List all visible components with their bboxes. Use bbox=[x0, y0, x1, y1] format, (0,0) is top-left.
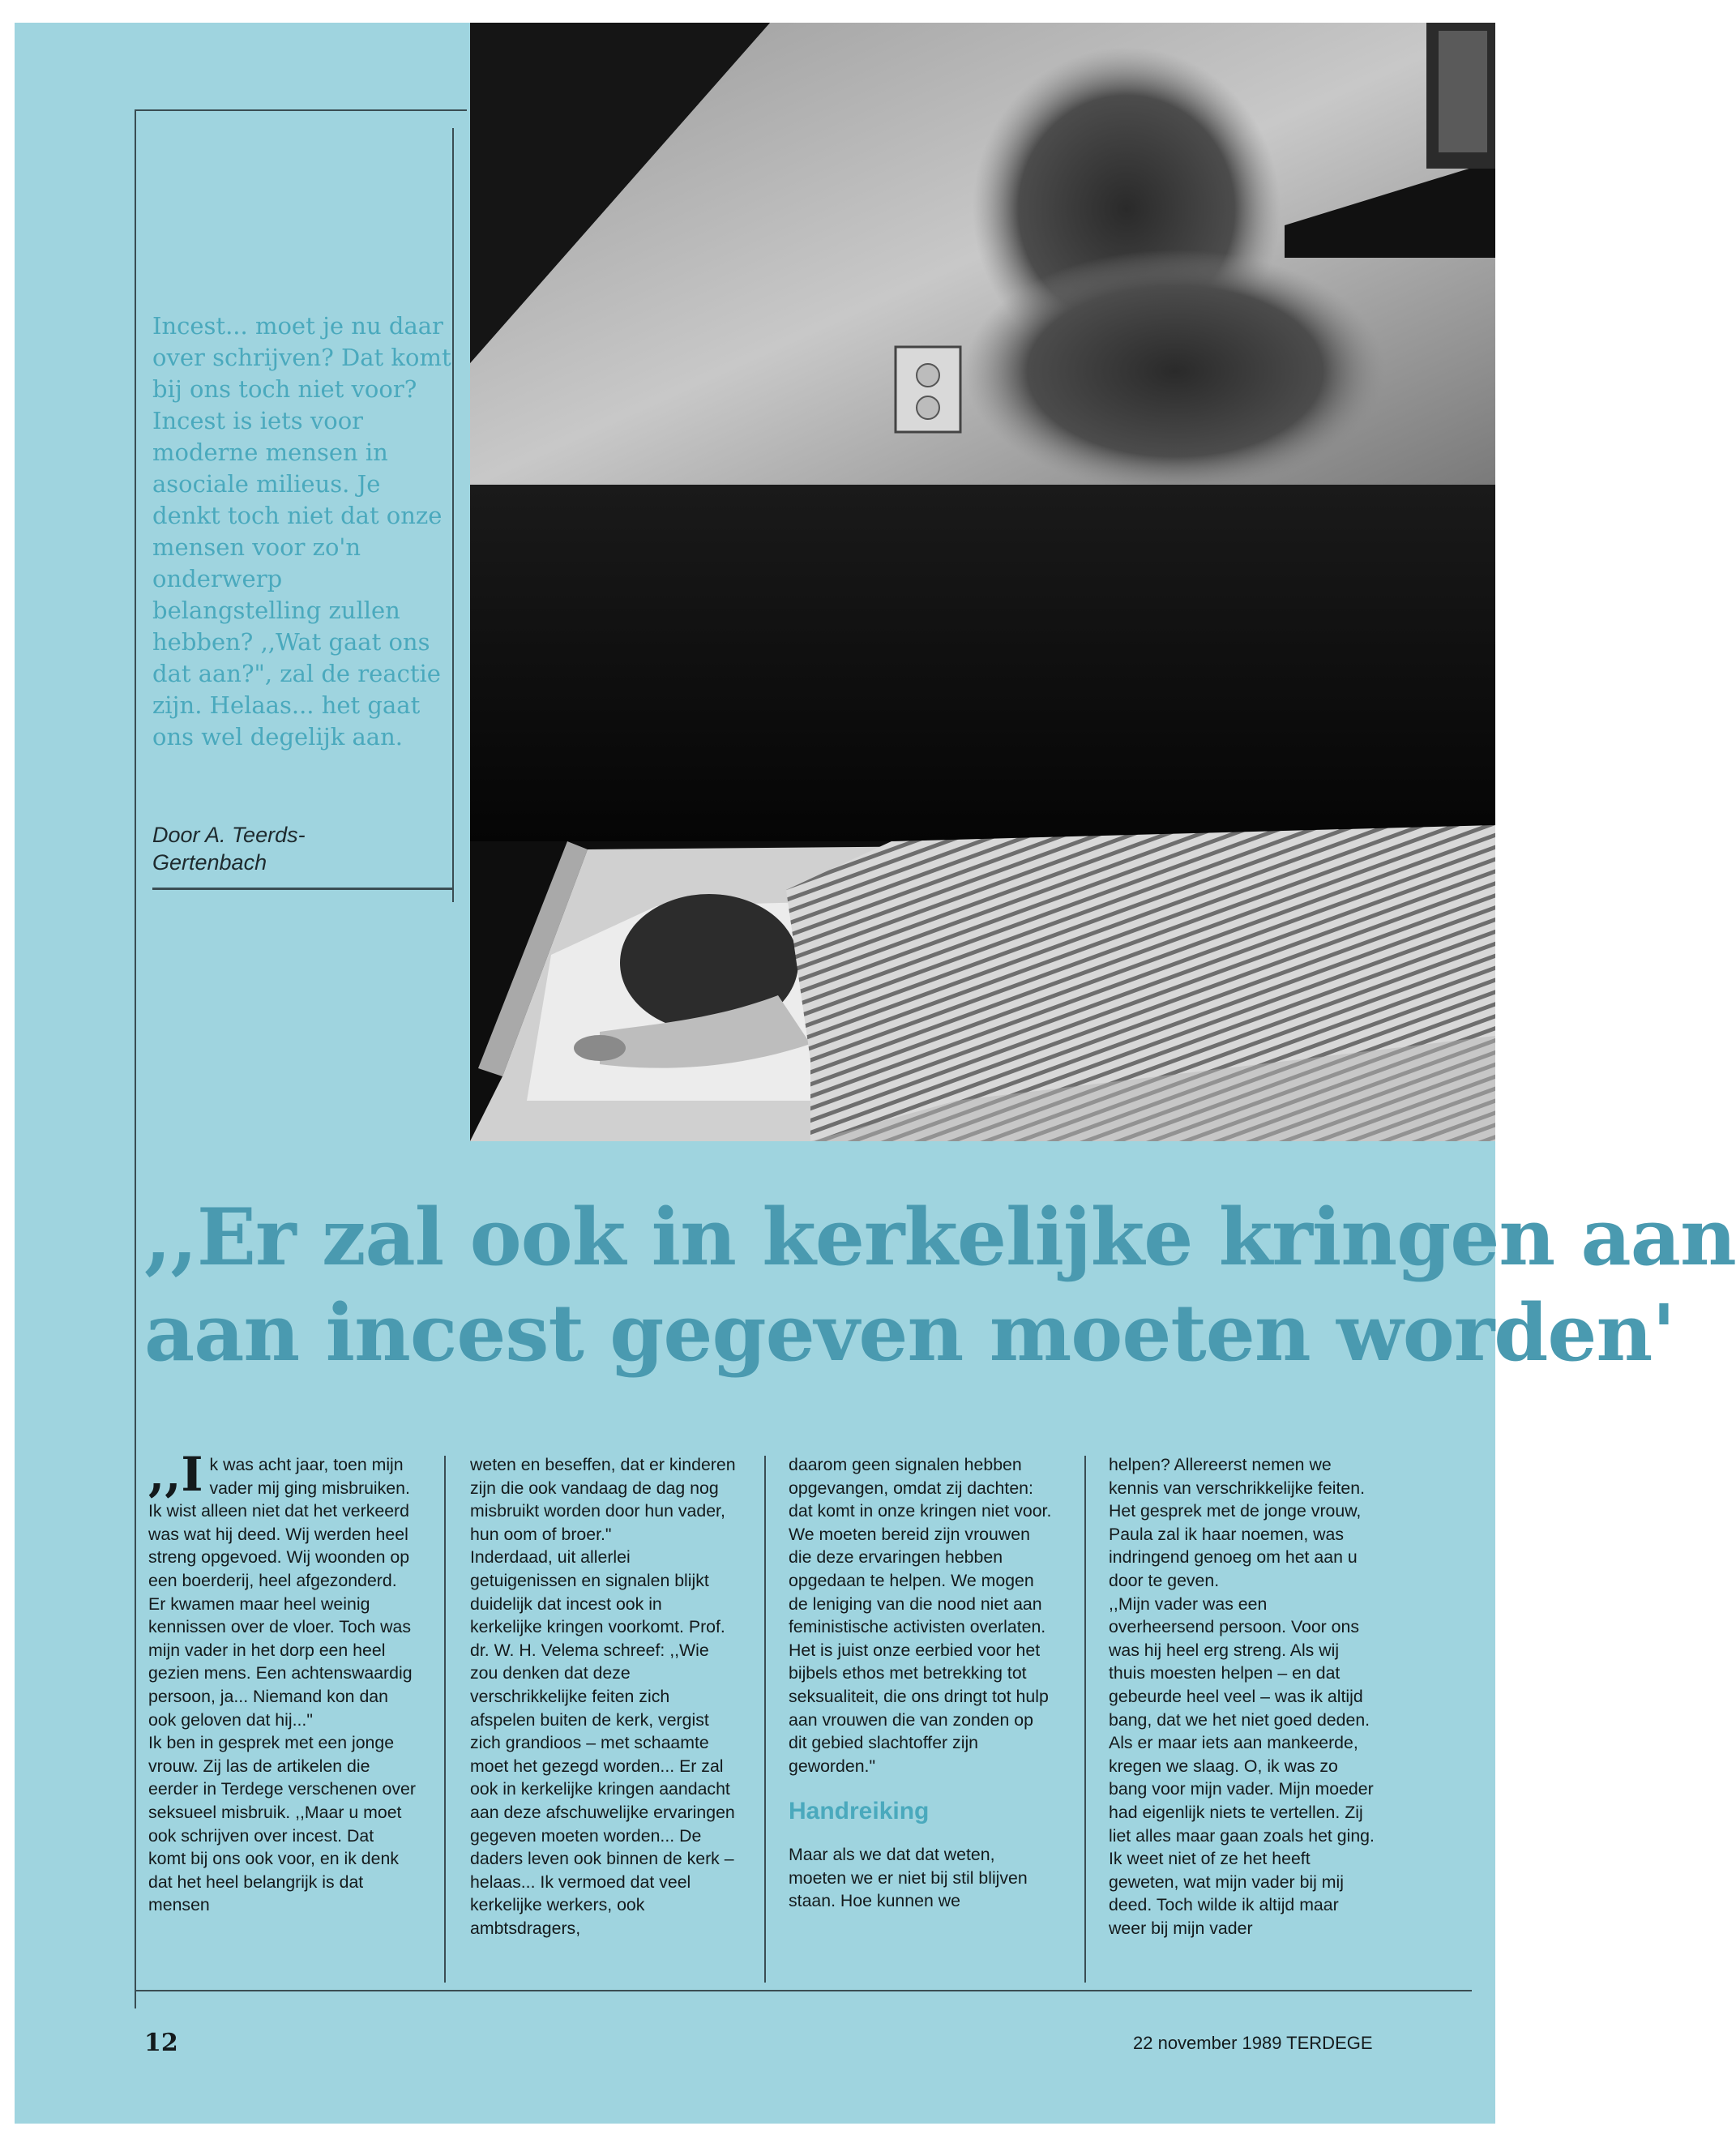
col1-paragraph-2: Ik ben in gesprek met een jonge vrouw. Zij las de artikelen die eerder in Terdege verschenen over seksueel misbruik. ,,Maar u moet ook schrijven over incest. Dat komt bij ons ook voor, en ik denk dat het heel belangrijk is dat mensen bbox=[148, 1733, 416, 1915]
issue-date-footer: 22 november 1989 TERDEGE bbox=[1133, 2033, 1373, 2053]
bedroom-photo-illustration bbox=[470, 23, 1495, 1141]
page-number: 12 bbox=[144, 2029, 178, 2057]
bottom-rule bbox=[135, 1990, 1472, 1991]
col2-paragraph-2: Inderdaad, uit allerlei getuigenissen en signalen blijkt duidelijk dat incest ook in kerkelijke kringen voorkomt. Prof. dr. W. H. Velema schreef: ,,Wie zou denken dat deze verschrikkelijke feiten zich afspelen buiten de kerk, vergist zich grandioos – met schaamte moet het gezegd worden... Er zal ook in kerkelijke kringen aandacht aan deze afschuwelijke ervaringen gegeven moeten worden... De daders leven ook binnen de kerk – helaas... Ik vermoed dat veel kerkelijke werkers, ook ambtsdragers, bbox=[470, 1547, 735, 1938]
body-column-3 bbox=[789, 1453, 1056, 1913]
col3-paragraph-2: Maar als we dat dat weten, moeten we er niet bij stil blijven staan. Hoe kunnen we bbox=[789, 1844, 1028, 1911]
col3-paragraph-1: daarom geen signalen hebben opgevangen, omdat zij dachten: dat komt in onze kringen niet voor. We moeten bereid zijn vrouwen die deze ervaringen hebben opgedaan te helpen. We mogen de leniging van die nood niet aan feministische activisten overlaten. Het is juist onze eerbied voor het bijbels ethos met betrekking tot seksualiteit, die ons dringt tot hulp aan vrouwen die van zonden op dit gebied slachtoffer zijn geworden." bbox=[789, 1455, 1052, 1776]
opening-paragraph bbox=[148, 1447, 416, 1731]
body-column-1 bbox=[148, 1447, 416, 1917]
magazine-page bbox=[15, 23, 1736, 2124]
byline-line-1: Door A. Teerds- bbox=[152, 823, 306, 847]
drop-cap: ,,I bbox=[148, 1447, 203, 1502]
body-column-2 bbox=[470, 1453, 738, 1940]
body-column-4 bbox=[1109, 1453, 1376, 1940]
intro-right-rule bbox=[452, 128, 454, 902]
subheading-handreiking: Handreiking bbox=[789, 1798, 930, 1825]
column-separator bbox=[764, 1456, 766, 1983]
bedroom-photo bbox=[470, 23, 1495, 1141]
column-separator bbox=[444, 1456, 446, 1983]
byline bbox=[152, 821, 347, 876]
left-column-rule bbox=[135, 1449, 136, 2008]
col1-paragraph-1: k was acht jaar, toen mijn vader mij ging misbruiken. Ik wist alleen niet dat het verkeerd was wat hij deed. Wij werden heel streng opgevoed. Wij woonden op een boerderij, heel afgezonderd. Er kwamen maar heel weinig kennissen over de vloer. Toch was mijn vader in het dorp een heel gezien mens. Een achtenswaardig persoon, ja... Niemand kon dan ook geloven dat hij..." bbox=[148, 1455, 413, 1730]
article-headline bbox=[144, 1190, 1736, 1381]
intro-lead-text: Incest... moet je nu daar over schrijven? Dat komt bij ons toch niet voor? Incest is iets voor moderne mensen in asociale milieus. Je denkt toch niet dat onze mensen voor zo'n onderwerp belangstelling zullen hebben? ,,Wat gaat ons dat aan?", zal de reactie zijn. Helaas... het gaat ons wel degelijk aan. bbox=[152, 312, 451, 751]
headline-line-1: ,,Er zal ook in kerkelijke kringen aan bbox=[144, 1191, 1736, 1283]
col4-paragraph-2: ,,Mijn vader was een overheersend persoon. Voor ons was hij heel erg streng. Als wij thuis moesten helpen – en dat gebeurde heel veel – was ik altijd bang, dat we het niet goed deden. Als er maar iets aan mankeerde, kregen we slaag. O, ik was zo bang voor mijn vader. Mijn moeder had eigenlijk niets te vertellen. Zij liet alles maar gaan zoals het ging. Ik weet niet of ze het heeft geweten, wat mijn vader bij mij deed. Toch wilde ik altijd maar weer bij mijn vader bbox=[1109, 1593, 1375, 1938]
byline-rule bbox=[152, 888, 452, 890]
col4-paragraph-1: helpen? Allereerst nemen we kennis van verschrikkelijke feiten. Het gesprek met de jonge vrouw, Paula zal ik haar noemen, was indringend genoeg om het aan u door te geven. bbox=[1109, 1455, 1366, 1590]
column-separator bbox=[1084, 1456, 1086, 1983]
headline-line-2: aan incest gegeven moeten worden' bbox=[144, 1287, 1675, 1379]
col2-paragraph-1: weten en beseffen, dat er kinderen zijn die ook vandaag de dag nog misbruikt worden door hun vader, hun oom of broer." bbox=[470, 1455, 736, 1544]
byline-line-2: Gertenbach bbox=[152, 850, 267, 875]
